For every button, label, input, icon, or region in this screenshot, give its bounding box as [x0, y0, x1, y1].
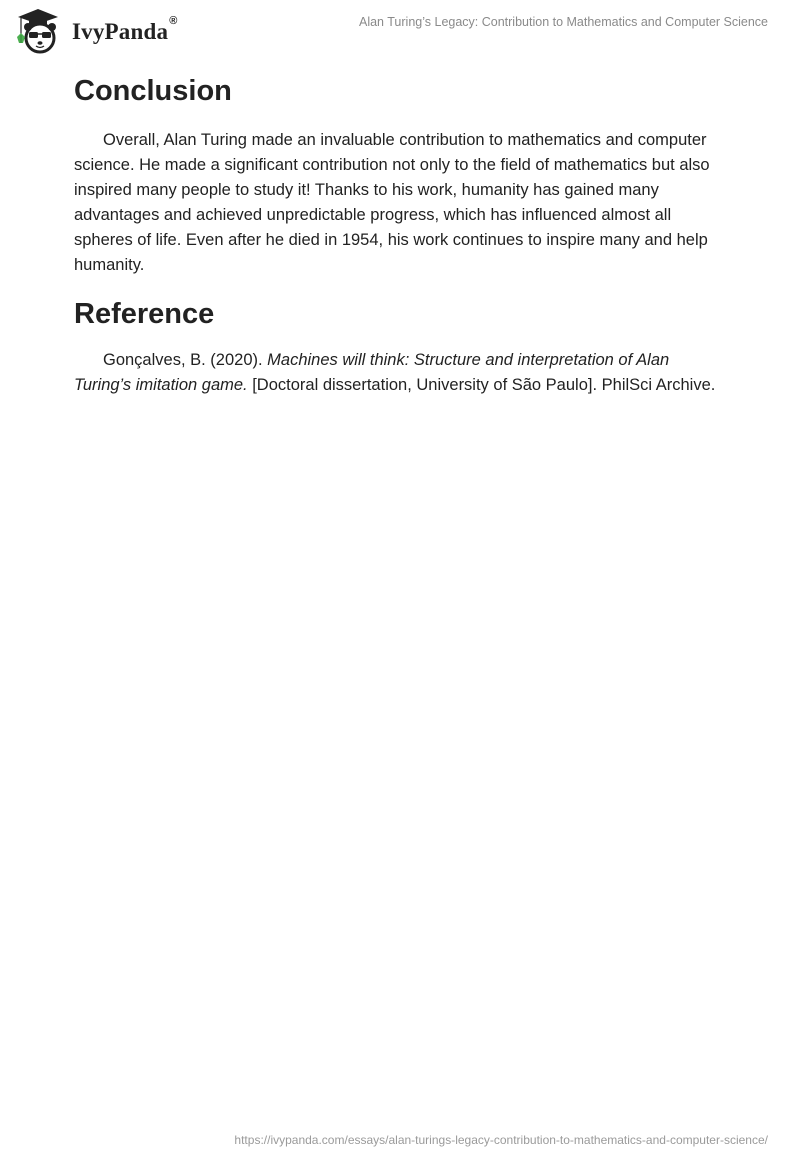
- reference-source: [Doctoral dissertation, University of São Paulo]. PhilSci Archive.: [247, 376, 716, 394]
- reference-title: Machines will think: Structure and interpretation of Alan Turing’s imitation game.: [74, 351, 670, 394]
- ivypanda-logo[interactable]: [14, 6, 178, 54]
- reference-authors-year: Gonçalves, B. (2020).: [103, 351, 268, 369]
- registered-mark: ®: [169, 15, 178, 27]
- panda-graduate-icon: [14, 5, 66, 55]
- document-body: [74, 72, 726, 398]
- conclusion-paragraph: Overall, Alan Turing made an invaluable contribution to mathematics and computer science. He made a significant contribution not only to the field of mathematics but also inspired many people to study it! Thanks to his work, humanity has gained many advantages and achieved unpredictable progress, which has influenced almost all spheres of life. Even after he died in 1954, his work continues to inspire many and help humanity.: [74, 131, 710, 274]
- conclusion-heading: Conclusion: [74, 75, 232, 107]
- reference-heading: Reference: [74, 298, 215, 330]
- logo-wordmark: IvyPanda®: [72, 15, 178, 44]
- source-url-link[interactable]: https://ivypanda.com/essays/alan-turings-legacy-contribution-to-mathematics-and-computer-science/: [234, 1133, 768, 1147]
- reference-entry: [74, 348, 726, 398]
- document-title: Alan Turing’s Legacy: Contribution to Mathematics and Computer Science: [358, 15, 768, 29]
